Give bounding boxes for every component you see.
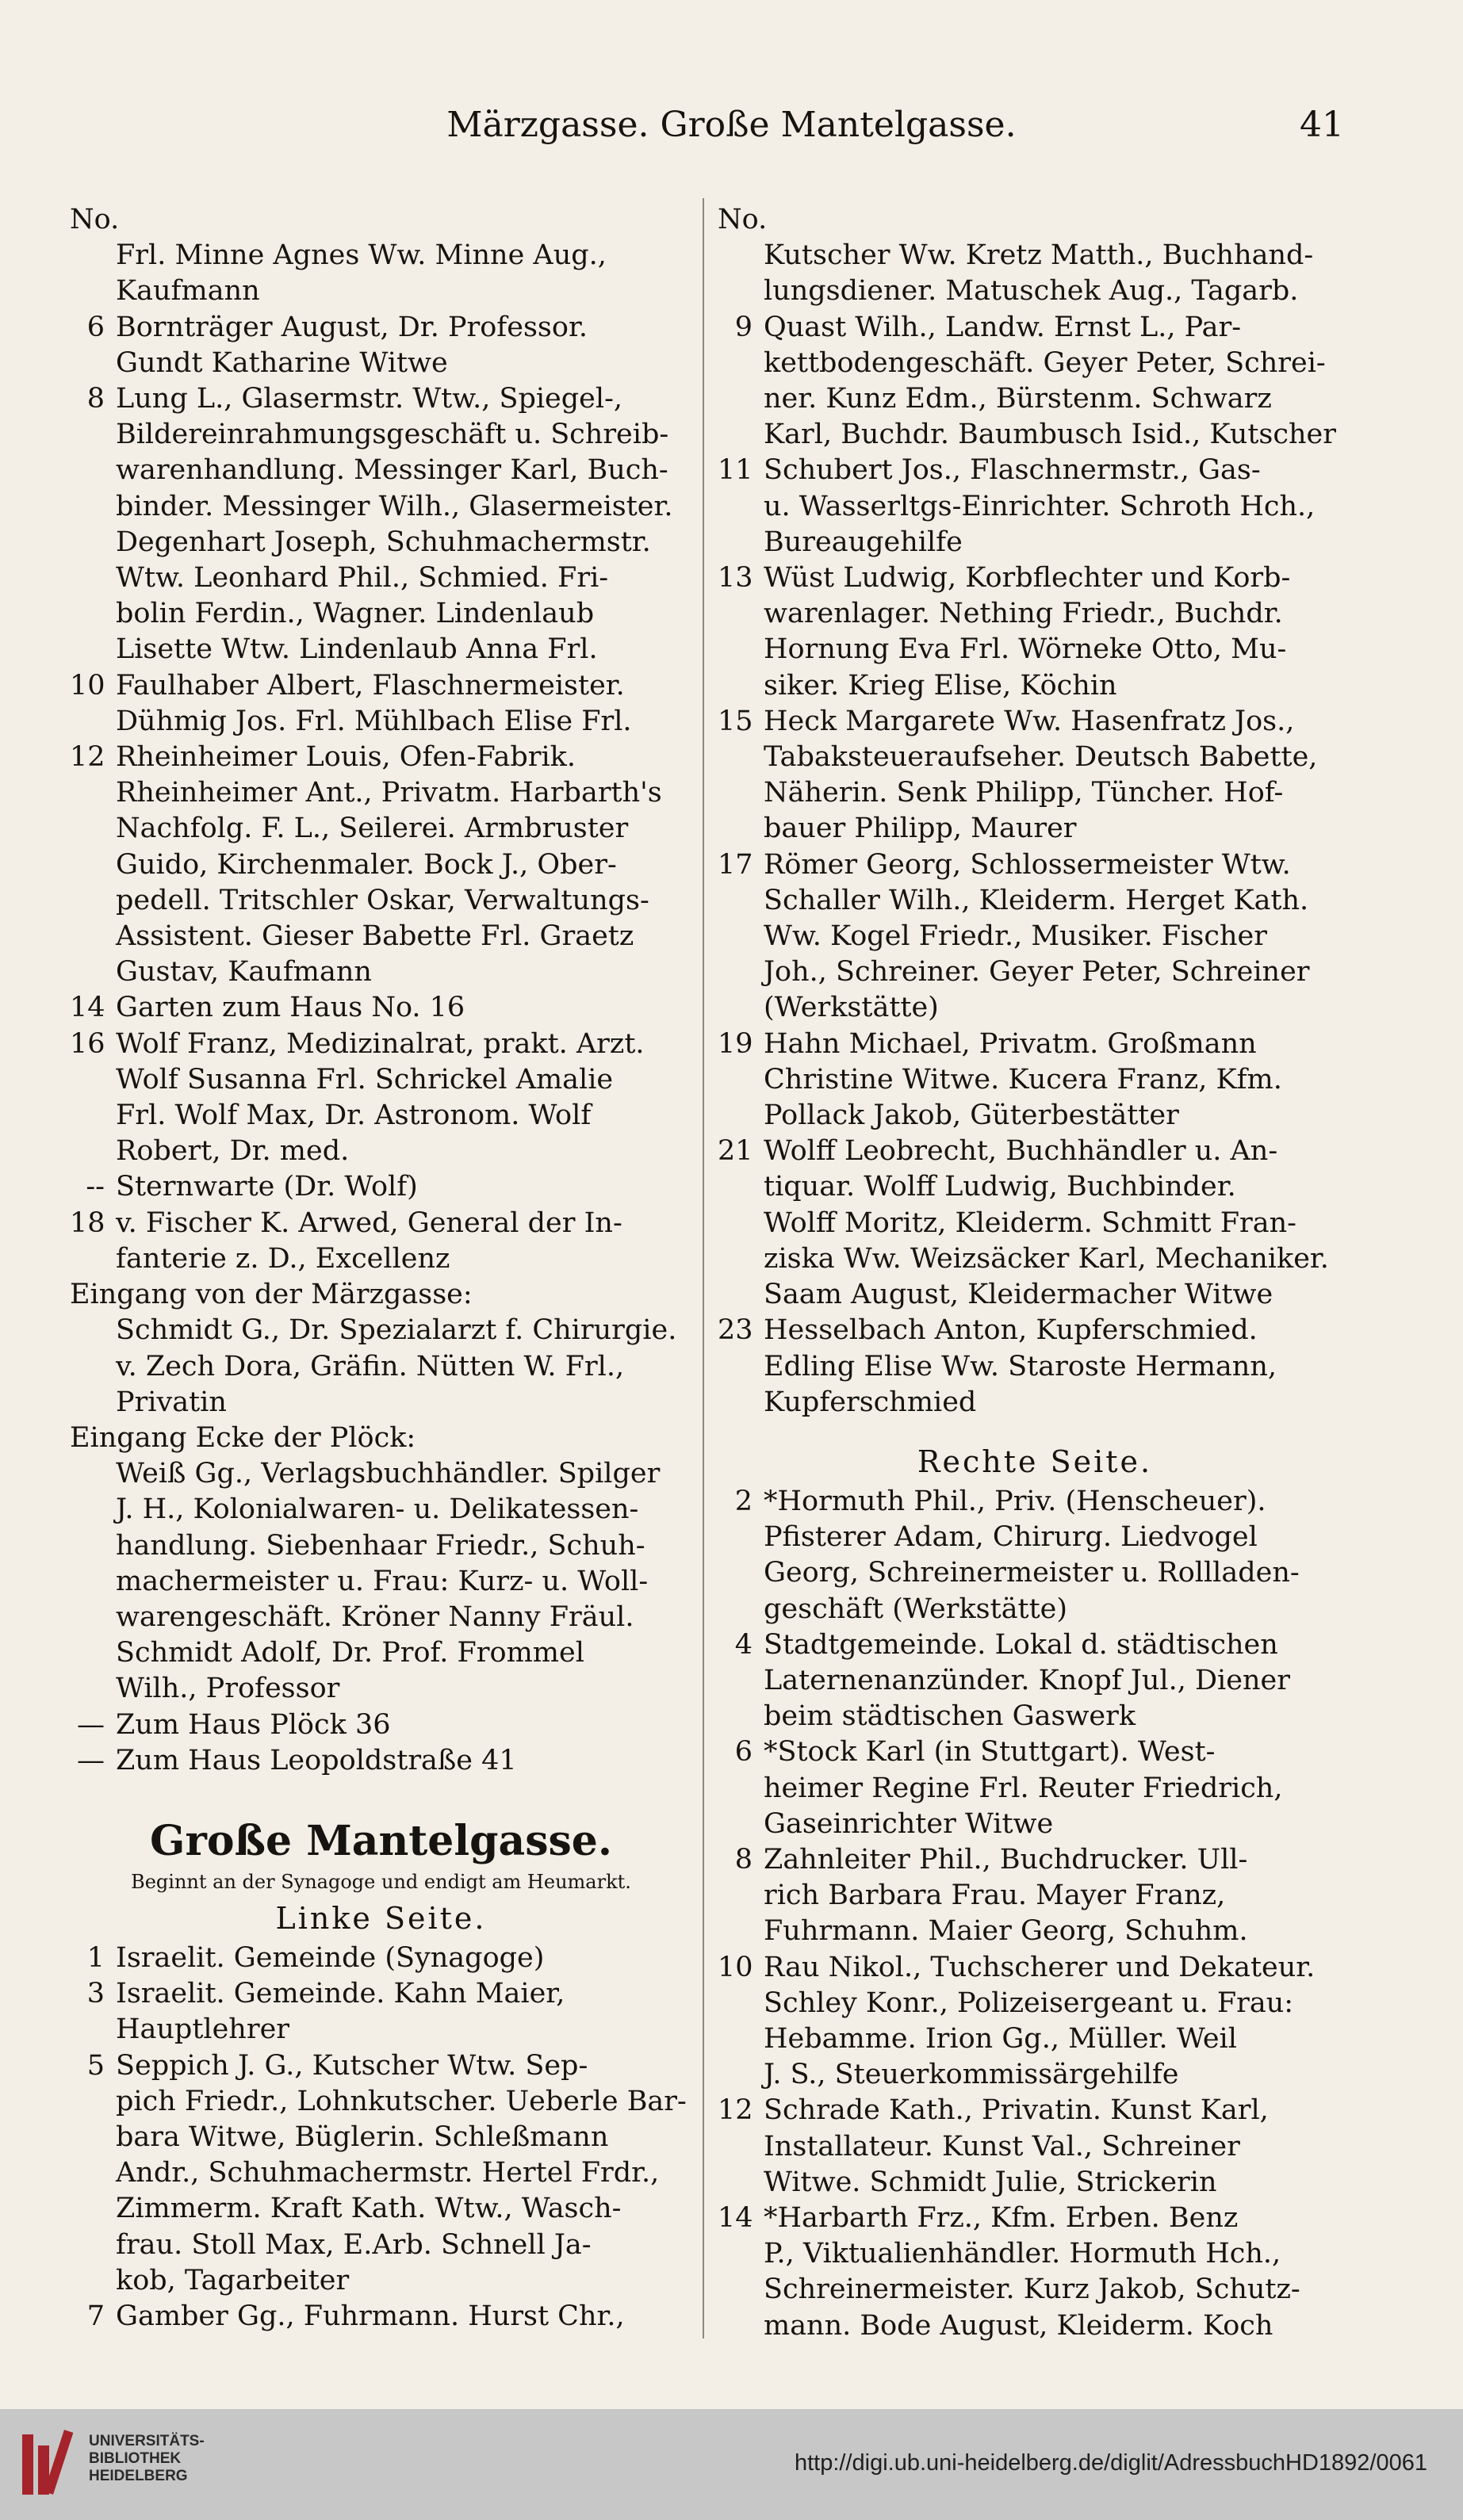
section-title: Große Mantelgasse. xyxy=(150,1816,612,1865)
entry-line xyxy=(718,1385,1352,1421)
entry-text: Näherin. Senk Philipp, Tüncher. Hof- xyxy=(764,777,1284,809)
page-title: Märzgasse. Große Mantelgasse. xyxy=(446,105,1017,145)
house-number: 7 xyxy=(86,2300,105,2332)
entry-text: pich Friedr., Lohnkutscher. Ueberle Bar- xyxy=(116,2085,687,2117)
entry-text: Schubert Jos., Flaschnermstr., Gas- xyxy=(764,454,1261,487)
right-side-entries xyxy=(718,1484,1352,2344)
entry-line xyxy=(718,954,1352,990)
house-number: 17 xyxy=(718,848,753,881)
library-name xyxy=(89,2433,205,2485)
entry-line xyxy=(70,2048,692,2084)
entry-line xyxy=(70,525,692,560)
entry-line xyxy=(718,883,1352,919)
entry-line xyxy=(718,1663,1352,1699)
entry-line xyxy=(70,1528,692,1564)
entry-text: v. Zech Dora, Gräfin. Nütten W. Frl., xyxy=(116,1350,625,1382)
entry-line xyxy=(718,2021,1352,2057)
entry-text: Schmidt Adolf, Dr. Prof. Frommel xyxy=(116,1637,584,1669)
footer-bar xyxy=(0,2409,1463,2520)
entry-text: Witwe. Schmidt Julie, Strickerin xyxy=(764,2166,1217,2198)
entry-text: Garten zum Haus No. 16 xyxy=(116,992,465,1024)
entry-text: Quast Wilh., Landw. Ernst L., Par- xyxy=(764,311,1242,343)
entry-text: Frl. Wolf Max, Dr. Astronom. Wolf xyxy=(116,1099,592,1132)
entry-line xyxy=(70,1421,692,1456)
entry-line xyxy=(70,1134,692,1169)
entry-text: Kupferschmied xyxy=(764,1386,977,1418)
entry-text: warenhandlung. Messinger Karl, Buch- xyxy=(116,454,668,487)
entry-text: Eingang von der Märzgasse: xyxy=(70,1279,473,1311)
entry-text: Wolff Moritz, Kleiderm. Schmitt Fran- xyxy=(764,1206,1296,1239)
entry-line xyxy=(70,1098,692,1134)
entry-text: frau. Stoll Max, E.Arb. Schnell Ja- xyxy=(116,2228,592,2261)
entry-text: Schley Konr., Polizeisergeant u. Frau: xyxy=(764,1987,1294,2019)
house-number: 12 xyxy=(718,2094,753,2127)
entry-text: bauer Philipp, Maurer xyxy=(764,813,1077,845)
entry-text: Sternwarte (Dr. Wolf) xyxy=(116,1171,418,1203)
entry-text: Römer Georg, Schlossermeister Wtw. xyxy=(764,848,1291,881)
entry-line xyxy=(70,1456,692,1492)
entry-line xyxy=(70,1635,692,1671)
entry-text: geschäft (Werkstätte) xyxy=(764,1593,1068,1625)
entry-line xyxy=(718,847,1352,883)
entry-line xyxy=(70,381,692,417)
entry-text: fanterie z. D., Excellenz xyxy=(116,1242,450,1275)
entry-line xyxy=(70,1600,692,1635)
entry-text: Andr., Schuhmachermstr. Hertel Frdr., xyxy=(116,2157,660,2189)
entry-text: Hesselbach Anton, Kupferschmied. xyxy=(764,1314,1258,1347)
entry-text: Wüst Ludwig, Korbflechter und Korb- xyxy=(764,562,1291,595)
entry-text: pedell. Tritschler Oskar, Verwaltungs- xyxy=(116,884,649,916)
entry-text: J. H., Kolonialwaren- u. Delikatessen- xyxy=(116,1493,639,1526)
left-column xyxy=(70,202,692,2335)
house-number: 23 xyxy=(718,1314,753,1347)
entry-line xyxy=(70,1349,692,1385)
entry-line xyxy=(718,453,1352,488)
entry-line xyxy=(70,1707,692,1743)
house-number: -- xyxy=(86,1171,105,1203)
entry-text: siker. Krieg Elise, Köchin xyxy=(764,669,1117,702)
entry-text: Joh., Schreiner. Geyer Peter, Schreiner xyxy=(764,956,1310,988)
entry-text: Gaseinrichter Witwe xyxy=(764,1807,1054,1840)
entry-text: Bornträger August, Dr. Professor. xyxy=(116,311,588,343)
entry-text: Pfisterer Adam, Chirurg. Liedvogel xyxy=(764,1521,1258,1554)
entry-line xyxy=(70,704,692,740)
entry-text: u. Wasserltgs-Einrichter. Schroth Hch., xyxy=(764,490,1316,522)
entry-line xyxy=(70,1206,692,1241)
house-number: 9 xyxy=(734,311,753,343)
entry-text: *Harbarth Frz., Kfm. Erben. Benz xyxy=(764,2201,1239,2234)
entry-line xyxy=(718,1950,1352,1986)
entry-line xyxy=(70,811,692,847)
entry-text: Hauptlehrer xyxy=(116,2013,290,2046)
entry-text: Pollack Jakob, Güterbestätter xyxy=(764,1099,1179,1132)
entry-line xyxy=(718,704,1352,740)
entry-line xyxy=(718,346,1352,381)
entry-text: warenlager. Nething Friedr., Buchdr. xyxy=(764,598,1283,630)
entry-line xyxy=(718,381,1352,417)
entry-line xyxy=(70,919,692,954)
house-number: 16 xyxy=(70,1027,105,1060)
entry-text: Schmidt G., Dr. Spezialarzt f. Chirurgie. xyxy=(116,1314,677,1347)
entry-text: Zum Haus Leopoldstraße 41 xyxy=(116,1744,517,1776)
house-number: 18 xyxy=(70,1206,105,1239)
entry-line xyxy=(718,740,1352,775)
house-number: — xyxy=(77,1708,105,1741)
right-column xyxy=(718,202,1352,2344)
entry-text: (Werkstätte) xyxy=(764,992,939,1024)
entry-text: Eingang Ecke der Plöck: xyxy=(70,1421,416,1454)
entry-line xyxy=(718,1062,1352,1098)
entry-text: Saam August, Kleidermacher Witwe xyxy=(764,1279,1273,1311)
entry-text: Bureaugehilfe xyxy=(764,526,963,558)
entry-line xyxy=(70,1385,692,1421)
entry-text: No. xyxy=(70,204,120,235)
entry-line xyxy=(718,310,1352,346)
entry-line xyxy=(70,740,692,775)
entry-line xyxy=(718,1484,1352,1520)
entry-text: Hahn Michael, Privatm. Großmann xyxy=(764,1027,1257,1060)
entry-line xyxy=(718,1241,1352,1277)
entry-text: handlung. Siebenhaar Friedr., Schuh- xyxy=(116,1529,645,1562)
library-name-line3: HEIDELBERG xyxy=(89,2468,188,2484)
entry-text: Weiß Gg., Verlagsbuchhändler. Spilger xyxy=(116,1458,661,1490)
entry-text: Assistent. Gieser Babette Frl. Graetz xyxy=(116,920,634,953)
entry-line xyxy=(70,632,692,667)
entry-text: Zum Haus Plöck 36 xyxy=(116,1708,391,1741)
entry-line xyxy=(70,2227,692,2263)
entry-text: Tabaksteueraufseher. Deutsch Babette, xyxy=(764,741,1318,774)
source-url-link[interactable]: http://digi.ub.uni-heidelberg.de/diglit/AdressbuchHD1892/0061 xyxy=(794,2450,1427,2476)
entry-text: kettbodengeschäft. Geyer Peter, Schrei- xyxy=(764,346,1326,379)
entry-line xyxy=(718,1206,1352,1241)
entry-line xyxy=(70,453,692,488)
entry-text: lungsdiener. Matuschek Aug., Tagarb. xyxy=(764,275,1299,308)
entry-line xyxy=(70,560,692,596)
left-side-entries xyxy=(70,1941,692,2335)
entry-text: bolin Ferdin., Wagner. Lindenlaub xyxy=(116,598,595,630)
entry-text: ziska Ww. Weizsäcker Karl, Mechaniker. xyxy=(764,1242,1329,1275)
house-number: 4 xyxy=(734,1628,753,1661)
entry-line xyxy=(718,525,1352,560)
entry-text: Georg, Schreinermeister u. Rollladen- xyxy=(764,1557,1300,1589)
house-number: 15 xyxy=(718,705,753,737)
entry-text: bara Witwe, Büglerin. Schleßmann xyxy=(116,2120,609,2153)
entry-text: tiquar. Wolff Ludwig, Buchbinder. xyxy=(764,1171,1236,1203)
entry-line xyxy=(70,273,692,309)
entry-line xyxy=(70,2263,692,2299)
entry-text: P., Viktualienhändler. Hormuth Hch., xyxy=(764,2238,1281,2270)
entry-text: Lung L., Glasermstr. Wtw., Spiegel-, xyxy=(116,383,623,415)
entry-text: Kaufmann xyxy=(116,275,260,308)
entry-line xyxy=(70,1062,692,1098)
entry-text: Zimmerm. Kraft Kath. Wtw., Wasch- xyxy=(116,2193,622,2225)
entry-text: Frl. Minne Agnes Ww. Minne Aug., xyxy=(116,239,607,272)
entry-line xyxy=(70,1671,692,1707)
entry-text: Faulhaber Albert, Flaschnermeister. xyxy=(116,669,625,702)
entry-text: warengeschäft. Kröner Nanny Fräul. xyxy=(116,1600,634,1633)
entry-text: Schreinermeister. Kurz Jakob, Schutz- xyxy=(764,2273,1300,2306)
entry-line xyxy=(70,954,692,990)
entry-text: Nachfolg. F. L., Seilerei. Armbruster xyxy=(116,813,629,845)
entry-text: Installateur. Kunst Val., Schreiner xyxy=(764,2130,1240,2162)
house-number: 10 xyxy=(70,669,105,702)
entry-line xyxy=(70,1743,692,1779)
entry-text: Gustav, Kaufmann xyxy=(116,956,372,988)
entry-line xyxy=(718,417,1352,453)
entry-text: Fuhrmann. Maier Georg, Schuhm. xyxy=(764,1915,1248,1948)
entry-line xyxy=(718,2308,1352,2344)
entry-line xyxy=(70,1941,692,1976)
house-number: 11 xyxy=(718,454,753,487)
entry-text: Heck Margarete Ww. Hasenfratz Jos., xyxy=(764,705,1295,737)
entry-line xyxy=(718,1592,1352,1627)
entry-line xyxy=(70,1027,692,1062)
house-number: 8 xyxy=(734,1843,753,1876)
entry-text: Israelit. Gemeinde (Synagoge) xyxy=(116,1941,545,1974)
section-subtitle: Beginnt an der Synagoge und endigt am Heumarkt. xyxy=(131,1870,631,1893)
entry-line xyxy=(718,1098,1352,1134)
library-name-line2: BIBLIOTHEK xyxy=(89,2450,182,2467)
entry-text: Bildereinrahmungsgeschäft u. Schreib- xyxy=(116,419,669,451)
entry-line xyxy=(70,668,692,704)
library-name-line1: UNIVERSITÄTS- xyxy=(89,2433,205,2449)
entry-line xyxy=(70,1313,692,1348)
entry-line xyxy=(718,1914,1352,1949)
entry-text: v. Fischer K. Arwed, General der In- xyxy=(116,1206,622,1239)
entry-text: Christine Witwe. Kucera Franz, Kfm. xyxy=(764,1063,1282,1096)
entry-line xyxy=(718,919,1352,954)
entry-line xyxy=(718,2272,1352,2308)
entry-text: Rheinheimer Ant., Privatm. Harbarth's xyxy=(116,777,662,809)
entry-line xyxy=(718,632,1352,667)
house-number: 1 xyxy=(86,1941,105,1974)
entry-line xyxy=(70,238,692,273)
entry-text: Schrade Kath., Privatin. Kunst Karl, xyxy=(764,2094,1269,2127)
entry-line xyxy=(718,1771,1352,1807)
entry-text: Hebamme. Irion Gg., Müller. Weil xyxy=(764,2022,1237,2055)
entry-line xyxy=(718,1027,1352,1062)
entry-line xyxy=(70,2120,692,2155)
entry-line xyxy=(70,1492,692,1528)
entry-line xyxy=(70,2299,692,2335)
entry-line xyxy=(718,1169,1352,1205)
house-number: 19 xyxy=(718,1027,753,1060)
entry-line xyxy=(718,1520,1352,1555)
entry-text: Stadtgemeinde. Lokal d. städtischen xyxy=(764,1628,1278,1661)
entry-text: Wolff Leobrecht, Buchhändler u. An- xyxy=(764,1135,1278,1168)
entry-line xyxy=(70,775,692,811)
page-header xyxy=(0,105,1463,152)
entry-text: heimer Regine Frl. Reuter Friedrich, xyxy=(764,1772,1283,1804)
entry-line xyxy=(70,2191,692,2227)
entry-line xyxy=(70,847,692,883)
entry-line xyxy=(718,1807,1352,1842)
entry-text: *Stock Karl (in Stuttgart). West- xyxy=(764,1736,1216,1769)
house-number: 5 xyxy=(86,2049,105,2082)
entry-line xyxy=(718,811,1352,847)
entry-text: Wolf Susanna Frl. Schrickel Amalie xyxy=(116,1063,614,1096)
house-number: 14 xyxy=(718,2201,753,2234)
entry-text: Robert, Dr. med. xyxy=(116,1135,350,1168)
library-logo-icon xyxy=(17,2426,81,2503)
entry-text: Kutscher Ww. Kretz Matth., Buchhand- xyxy=(764,239,1314,272)
entry-line xyxy=(718,1134,1352,1169)
entry-text: beim städtischen Gaswerk xyxy=(764,1700,1136,1733)
right-column-entries xyxy=(718,202,1352,1421)
left-column-entries xyxy=(70,202,692,1779)
entry-line xyxy=(70,883,692,919)
entry-text: Lisette Wtw. Lindenlaub Anna Frl. xyxy=(116,633,598,666)
entry-text: machermeister u. Frau: Kurz- u. Woll- xyxy=(116,1565,649,1597)
entry-line xyxy=(70,1277,692,1313)
entry-line xyxy=(718,990,1352,1026)
entry-line xyxy=(70,1241,692,1277)
entry-text: Karl, Buchdr. Baumbusch Isid., Kutscher xyxy=(764,419,1336,451)
entry-text: Edling Elise Ww. Staroste Hermann, xyxy=(764,1350,1277,1382)
entry-line xyxy=(718,1699,1352,1734)
entry-text: Wilh., Professor xyxy=(116,1673,340,1705)
entry-text: Wolf Franz, Medizinalrat, prakt. Arzt. xyxy=(116,1027,645,1060)
entry-line xyxy=(718,202,1352,238)
house-number: — xyxy=(77,1744,105,1776)
entry-line xyxy=(70,2155,692,2191)
entry-line xyxy=(70,1169,692,1205)
entry-line xyxy=(70,2012,692,2048)
house-number: 12 xyxy=(70,741,105,774)
entry-text: Israelit. Gemeinde. Kahn Maier, xyxy=(116,1978,565,2010)
entry-line xyxy=(718,1555,1352,1591)
entry-text: rich Barbara Frau. Mayer Franz, xyxy=(764,1879,1226,1912)
entry-text: *Hormuth Phil., Priv. (Henscheuer). xyxy=(764,1485,1266,1517)
entry-text: Degenhart Joseph, Schuhmachermstr. xyxy=(116,526,651,558)
entry-line xyxy=(718,775,1352,811)
entry-text: Dühmig Jos. Frl. Mühlbach Elise Frl. xyxy=(116,705,632,737)
entry-line xyxy=(70,489,692,525)
house-number: 21 xyxy=(718,1135,753,1168)
entry-line xyxy=(70,310,692,346)
house-number: 6 xyxy=(734,1736,753,1769)
house-number: 10 xyxy=(718,1951,753,1983)
entry-line xyxy=(70,202,692,238)
entry-line xyxy=(718,1627,1352,1663)
page-number: 41 xyxy=(1300,105,1344,145)
entry-text: Rheinheimer Louis, Ofen-Fabrik. xyxy=(116,741,576,774)
house-number: 14 xyxy=(70,992,105,1024)
entry-line xyxy=(70,417,692,453)
entry-line xyxy=(718,668,1352,704)
entry-text: Laternenanzünder. Knopf Jul., Diener xyxy=(764,1664,1290,1696)
entry-text: Guido, Kirchenmaler. Bock J., Ober- xyxy=(116,848,617,881)
entry-text: binder. Messinger Wilh., Glasermeister. xyxy=(116,490,673,522)
entry-line xyxy=(718,1878,1352,1914)
entry-text: Privatin xyxy=(116,1386,227,1418)
entry-text: Gundt Katharine Witwe xyxy=(116,346,448,379)
entry-line xyxy=(70,346,692,381)
entry-line xyxy=(718,1842,1352,1878)
house-number: 13 xyxy=(718,562,753,595)
entry-text: Gamber Gg., Fuhrmann. Hurst Chr., xyxy=(116,2300,625,2332)
entry-line xyxy=(718,1734,1352,1770)
entry-line xyxy=(718,2129,1352,2165)
entry-line xyxy=(70,2084,692,2120)
entry-line xyxy=(718,560,1352,596)
entry-text: Seppich J. G., Kutscher Wtw. Sep- xyxy=(116,2049,588,2082)
entry-line xyxy=(718,2201,1352,2236)
entry-text: Ww. Kogel Friedr., Musiker. Fischer xyxy=(764,920,1267,953)
entry-line xyxy=(70,990,692,1026)
entry-text: No. xyxy=(718,204,768,235)
side-label-right: Rechte Seite. xyxy=(917,1444,1153,1479)
house-number: 6 xyxy=(86,311,105,343)
entry-text: Rau Nikol., Tuchscherer und Dekateur. xyxy=(764,1951,1316,1983)
entry-line xyxy=(718,596,1352,632)
entry-text: ner. Kunz Edm., Bürstenm. Schwarz xyxy=(764,383,1272,415)
entry-text: Wtw. Leonhard Phil., Schmied. Fri- xyxy=(116,562,609,595)
house-number: 8 xyxy=(86,383,105,415)
entry-text: mann. Bode August, Kleiderm. Koch xyxy=(764,2309,1273,2342)
entry-line xyxy=(718,1986,1352,2021)
entry-line xyxy=(718,1349,1352,1385)
entry-line xyxy=(718,1313,1352,1348)
entry-line xyxy=(70,1976,692,2012)
entry-line xyxy=(718,489,1352,525)
entry-line xyxy=(70,1564,692,1600)
entry-line xyxy=(718,2236,1352,2272)
entry-line xyxy=(70,596,692,632)
house-number: 3 xyxy=(86,1978,105,2010)
entry-text: Hornung Eva Frl. Wörneke Otto, Mu- xyxy=(764,633,1287,666)
entry-line xyxy=(718,273,1352,309)
entry-line xyxy=(718,238,1352,273)
entry-text: kob, Tagarbeiter xyxy=(116,2264,350,2296)
house-number: 2 xyxy=(734,1485,753,1517)
entry-text: Zahnleiter Phil., Buchdrucker. Ull- xyxy=(764,1843,1248,1876)
side-label-left: Linke Seite. xyxy=(275,1900,487,1936)
entry-text: J. S., Steuerkommissärgehilfe xyxy=(764,2059,1179,2091)
entry-line xyxy=(718,1277,1352,1313)
entry-line xyxy=(718,2057,1352,2093)
entry-text: Schaller Wilh., Kleiderm. Herget Kath. xyxy=(764,884,1309,916)
entry-line xyxy=(718,2165,1352,2201)
entry-line xyxy=(718,2093,1352,2128)
column-divider xyxy=(703,198,704,2338)
